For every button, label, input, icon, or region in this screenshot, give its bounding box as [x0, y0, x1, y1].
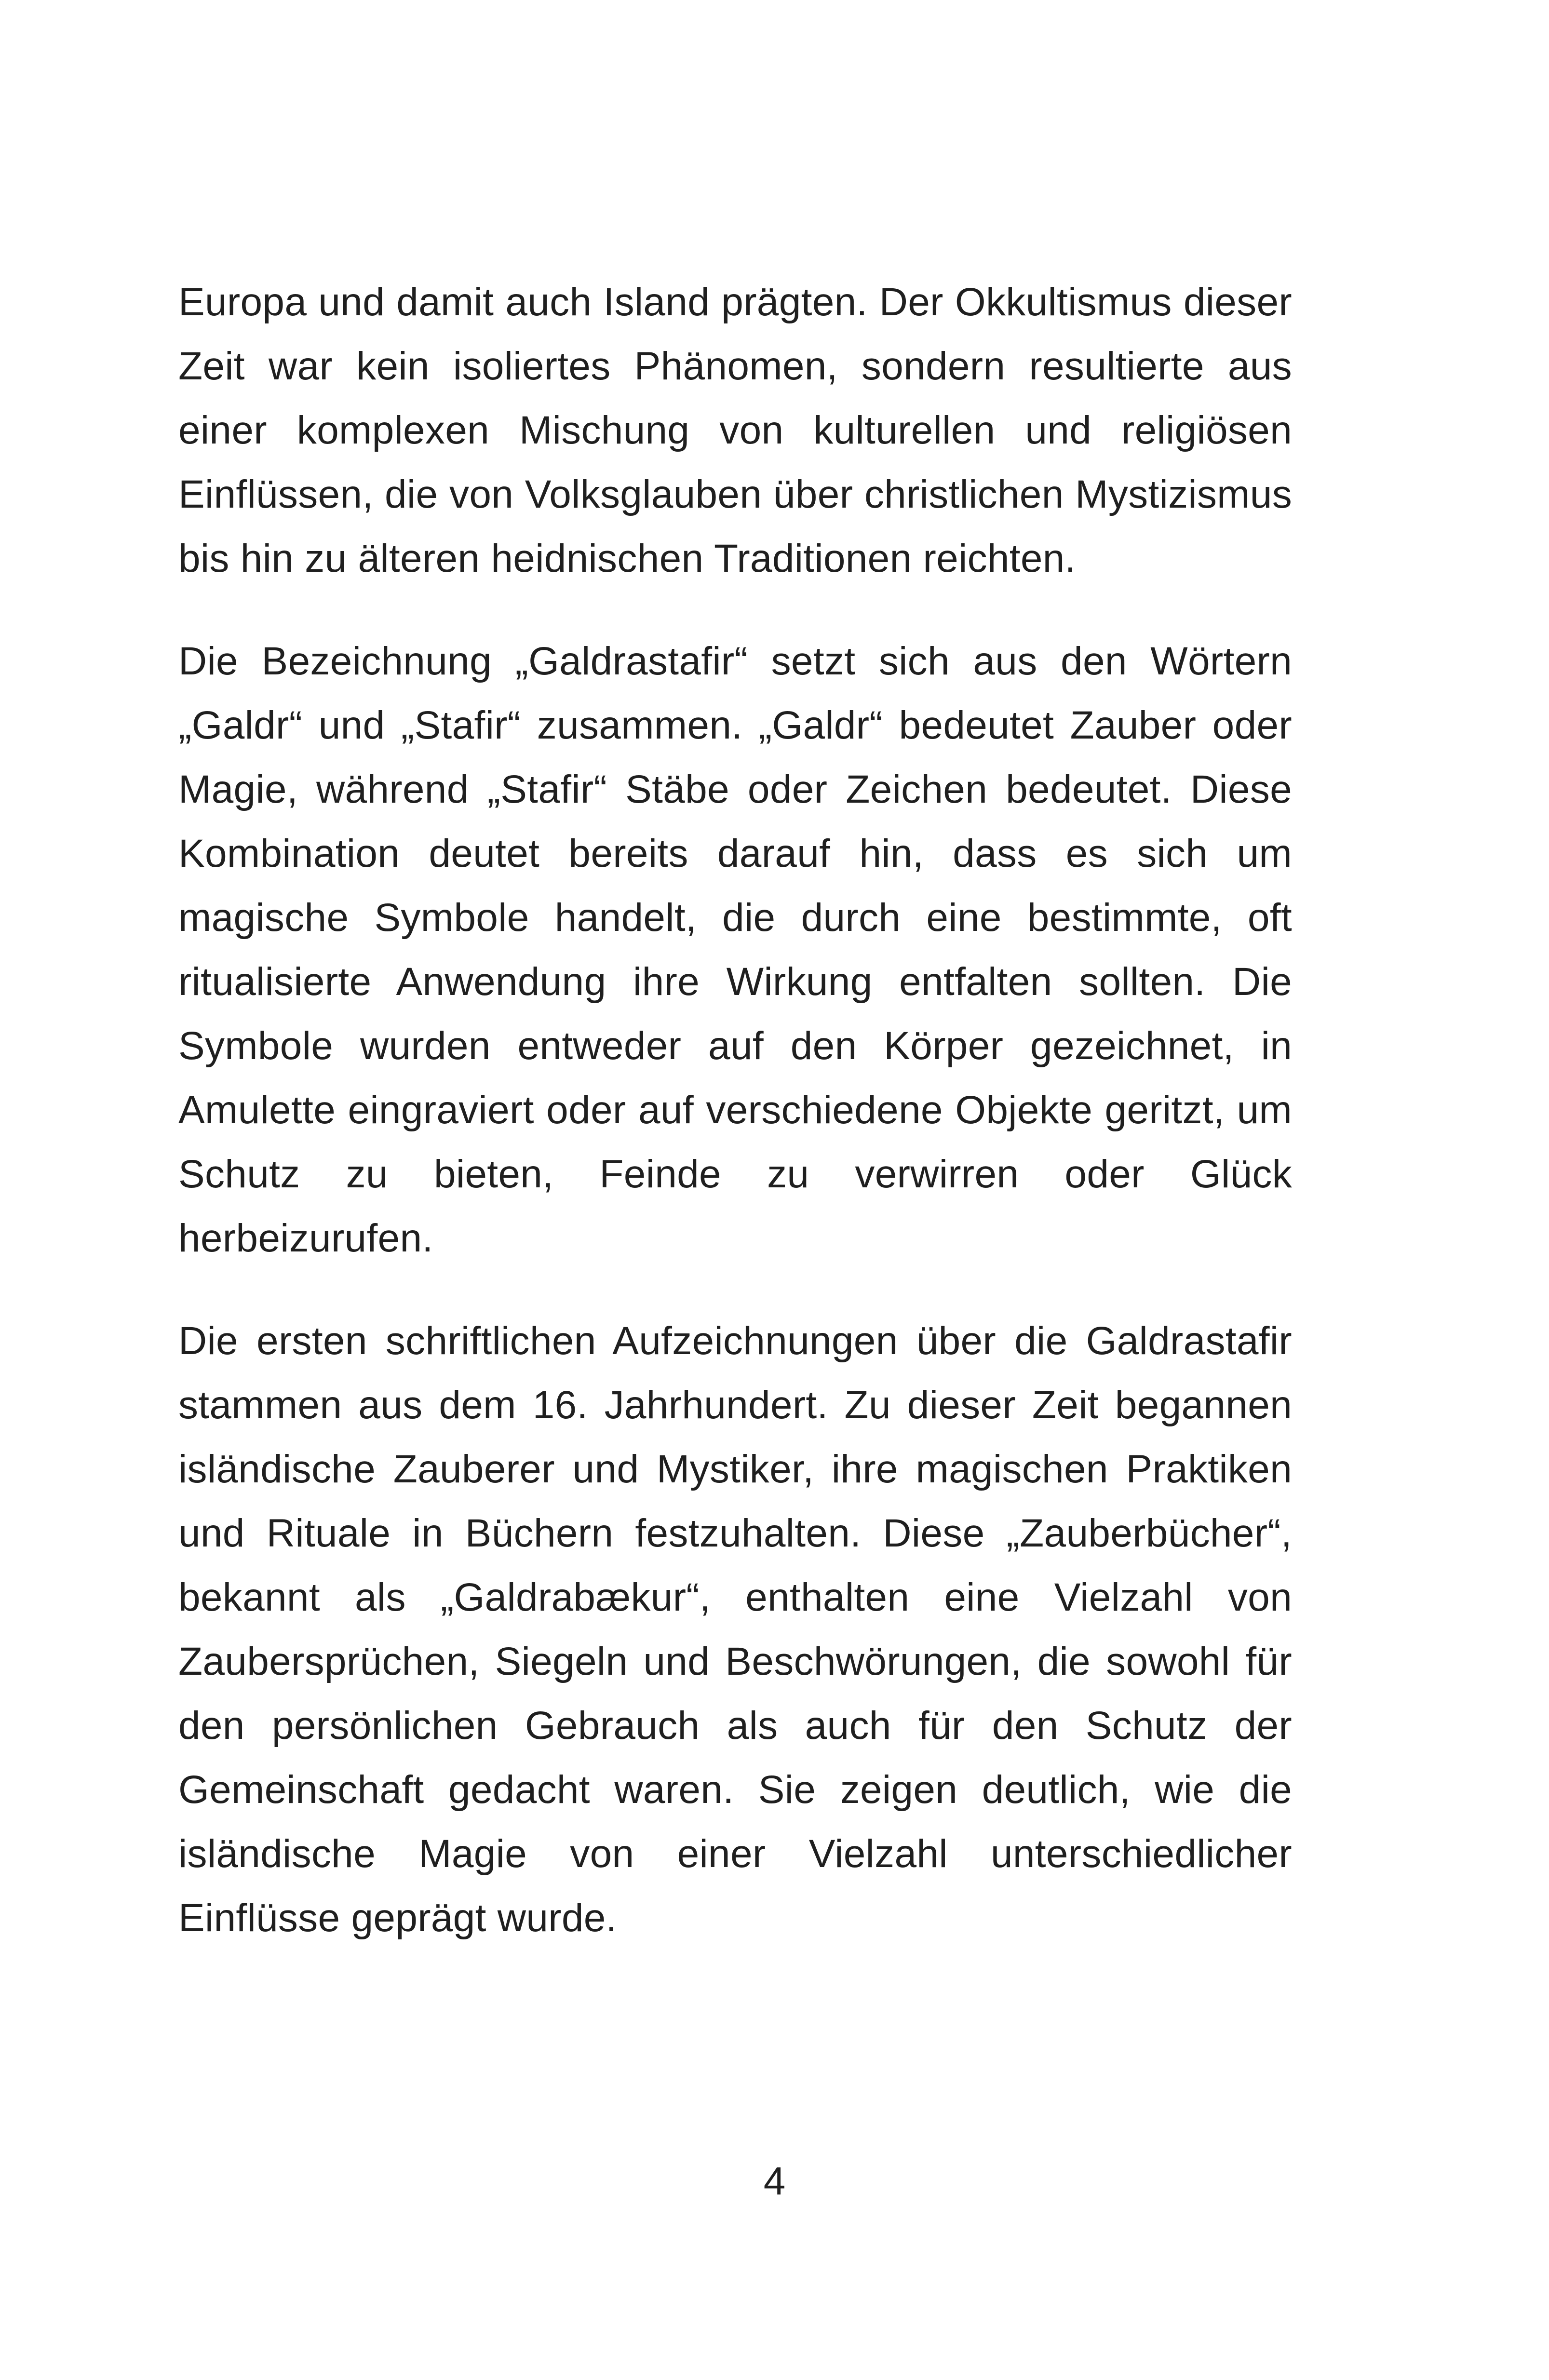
paragraph: Die Bezeichnung „Galdrastafir“ setzt sich aus den Wörtern „Galdr“ und „Stafir“ zusammen. „Galdr“ bedeutet Zauber oder Magie, während „Stafir“ Stäbe oder Zeichen bedeutet. Diese Kombination deutet bereits darauf hin, dass es sich um magische Symbole handelt, die durch eine bestimmte, oft ritualisierte Anwendung ihre Wirkung entfalten sollten. Die Symbole wurden entweder auf den Körper gezeichnet, in Amulette eingraviert oder auf verschiedene Objekte geritzt, um Schutz zu bieten, Feinde zu verwirren oder Glück herbeizurufen.: [178, 639, 1292, 1260]
page-body: [178, 270, 1292, 1950]
paragraph: Europa und damit auch Island prägten. Der Okkultismus dieser Zeit war kein isoliertes Phänomen, sondern resultierte aus einer komplexen Mischung von kulturellen und religiösen Einflüssen, die von Volksglauben über christlichen Mystizismus bis hin zu älteren heidnischen Traditionen reichten.: [178, 280, 1292, 580]
page-number: 4: [763, 2159, 786, 2203]
paragraph: Die ersten schriftlichen Aufzeichnungen über die Galdrastafir stammen aus dem 16. Jahrhundert. Zu dieser Zeit begannen isländische Zauberer und Mystiker, ihre magischen Praktiken und Rituale in Büchern festzuhalten. Diese „Zauberbücher“, bekannt als „Galdrabækur“, enthalten eine Vielzahl von Zaubersprüchen, Siegeln und Beschwörungen, die sowohl für den persönlichen Gebrauch als auch für den Schutz der Gemeinschaft gedacht waren. Sie zeigen deutlich, wie die isländische Magie von einer Vielzahl unterschiedlicher Einflüsse geprägt wurde.: [178, 1319, 1292, 1940]
